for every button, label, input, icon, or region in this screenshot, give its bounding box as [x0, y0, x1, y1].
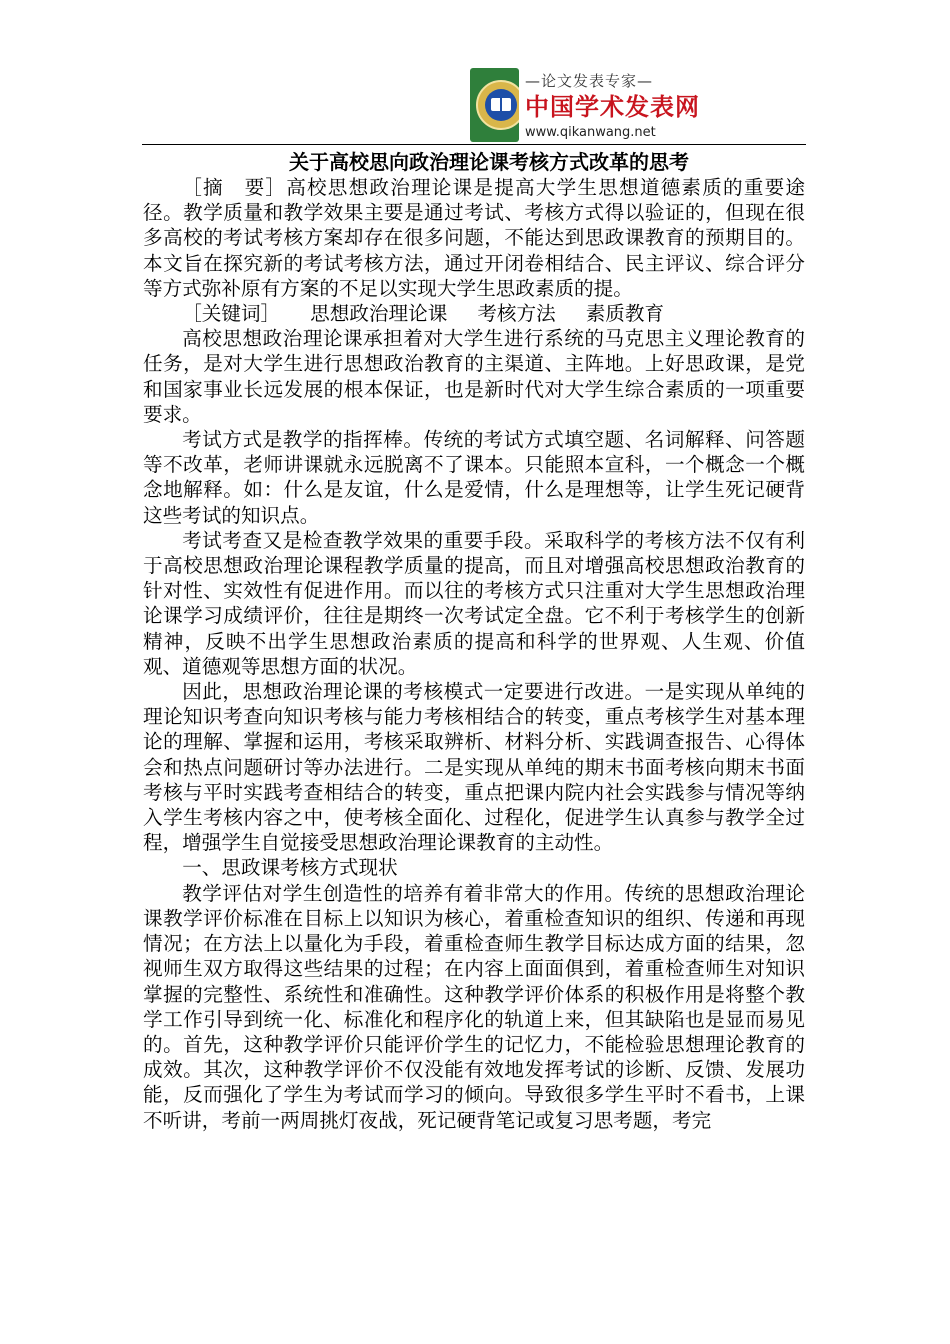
abstract-text: 高校思想政治理论课是提高大学生思想道德素质的重要途径。教学质量和教学效果主要是通过考试、考核方式得以验证的，但现在很多高校的考试考核方案却存在很多问题，不能达到思政课教育的预期目的。本文旨在探究新的考试考核方法，通过开闭卷相结合、民主评议、综合评分等方式弥补原有方案的不足以实现大学生思政素质的提。 — [143, 176, 806, 300]
body-paragraph: 考试方式是教学的指挥棒。传统的考试方式填空题、名词解释、问答题等不改革，老师讲课就永远脱离不了课本。只能照本宣科，一个概念一个概念地解释。如：什么是友谊，什么是爱情，什么是理想等，让学生死记硬背这些考试的知识点。 — [143, 428, 805, 527]
body-paragraph: 考试考查又是检查教学效果的重要手段。采取科学的考核方法不仅有利于高校思想政治理论课程教学质量的提高，而且对增强高校思想政治教育的针对性、实效性有促进作用。而以往的考核方式只注重对大学生思想政治理论课学习成绩评价，往往是期终一次考试定全盘。它不利于考核学生的创新精神，反映不出学生思想政治素质的提高和科学的世界观、人生观、价值观、道德观等思想方面的状况。 — [143, 528, 805, 678]
keyword-item: 素质教育 — [585, 302, 665, 326]
keywords — [143, 301, 805, 326]
header-divider — [142, 144, 806, 145]
body-paragraph: 因此，思想政治理论课的考核模式一定要进行改进。一是实现从单纯的理论知识考查向知识考核与能力考核相结合的转变，重点考核学生对基本理论的理解、掌握和运用，考核采取辨析、材料分析、实践调查报告、心得体会和热点问题研讨等办法进行。二是实现从单纯的期末书面考核向期末书面考核与平时实践考查相结合的转变，重点把课内院内社会实践参与情况等纳入学生考核内容之中，使考核全面化、过程化，促进学生认真参与教学全过程，增强学生自觉接受思想政治理论课教育的主动性。 — [143, 680, 805, 855]
keywords-label: ［关键词］ — [182, 302, 281, 326]
logo-url[interactable]: www.qikanwang.net — [525, 125, 656, 140]
article-body — [143, 149, 805, 1133]
site-logo[interactable] — [470, 68, 700, 142]
section-heading: 一、思政课考核方式现状 — [182, 856, 398, 880]
keyword-item: 考核方法 — [477, 302, 556, 326]
logo-text — [519, 68, 700, 142]
book-icon — [491, 98, 511, 111]
abstract-label: ［摘 要］ — [182, 176, 287, 199]
section-paragraph: 教学评估对学生创造性的培养有着非常大的作用。传统的思想政治理论课教学评价标准在目标上以知识为核心，着重检查知识的组织、传递和再现情况；在方法上以量化为手段，着重检查师生教学目标达成方面的结果，忽视师生双方取得这些结果的过程；在内容上面面俱到，着重检查师生对知识掌握的完整性、系统性和准确性。这种教学评价体系的积极作用是将整个教学工作引导到统一化、标准化和程序化的轨道上来，但其缺陷也是显而易见的。首先，这种教学评价只能评价学生的记忆力，不能检验思想理论教育的成效。其次，这种教学评价不仅没能有效地发挥考试的诊断、反馈、发展功能，反而强化了学生为考试而学习的倾向。导致很多学生平时不看书，上课不听讲，考前一两周挑灯夜战，死记硬背笔记或复习思考题，考完 — [143, 881, 805, 1132]
emblem-icon — [470, 68, 519, 142]
logo-name: 中国学术发表网 — [525, 93, 700, 122]
body-paragraph: 高校思想政治理论课承担着对大学生进行系统的马克思主义理论教育的任务，是对大学生进行思想政治教育的主渠道、主阵地。上好思政课，是党和国家事业长远发展的根本保证，也是新时代对大学生综合素质的一项重要要求。 — [143, 327, 805, 426]
logo-slogan: —论文发表专家— — [525, 72, 654, 90]
abstract — [143, 175, 805, 301]
article-title: 关于高校思向政治理论课考核方式改革的思考 — [289, 150, 689, 174]
keyword-item: 思想政治理论课 — [310, 302, 448, 326]
